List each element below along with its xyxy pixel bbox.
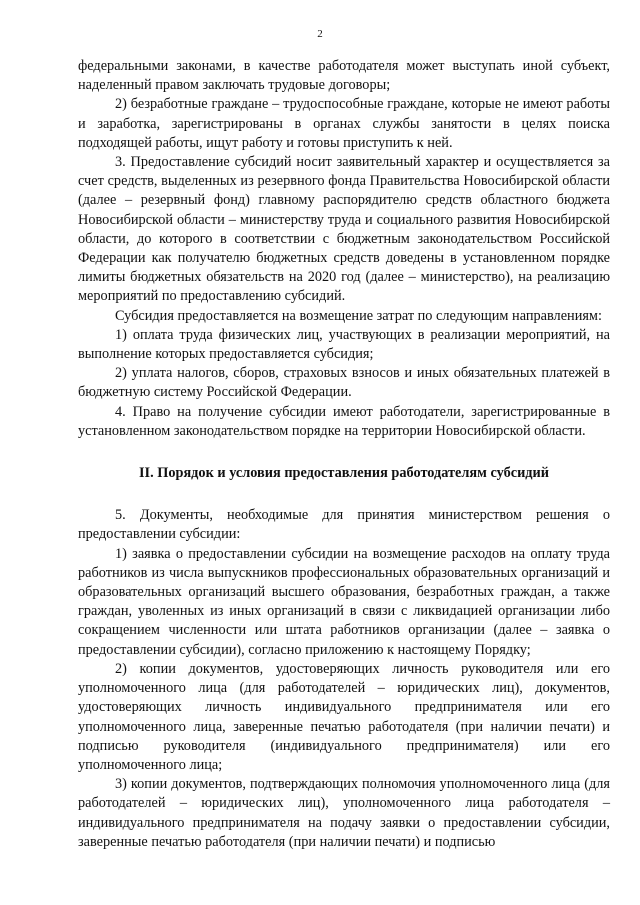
spacer [78, 483, 610, 506]
section-heading: II. Порядок и условия предоставления работодателям субсидий [138, 465, 550, 482]
paragraph-subsidy-directions: Субсидия предоставляется на возмещение затрат по следующим направлениям: [115, 307, 602, 324]
paragraph-clause-5: 5. Документы, необходимые для принятия министерством решения о предоставлении субсидии: [78, 507, 610, 543]
page-number: 2 [317, 28, 323, 40]
document-body [78, 57, 610, 852]
paragraph-unemployed-definition: 2) безработные граждане – трудоспособные граждане, которые не имеют работы и заработка, зарегистрированы в органах службы занятости в целях поиска подходящей работы, ищут работу и готовы приступить к ней. [78, 96, 610, 151]
paragraph-document-1: 1) заявка о предоставлении субсидии на возмещение расходов на оплату труда работников из числа выпускников профессиональных образовательных организаций и образовательных организаций высшего образования, безработных граждан, а также граждан, уволенных из иных организаций в связи с ликвидацией организации либо сокращением численности или штата работников организации (далее – заявка о предоставлении субсидии), согласно приложению к настоящему Порядку; [78, 545, 610, 658]
paragraph-document-3: 3) копии документов, подтверждающих полномочия уполномоченного лица (для работодателей – юридических лиц), уполномоченного лица работодателя – индивидуального предпринимателя на подачу заявки о предоставлении субсидии, заверенные печатью работодателя (при наличии печати) и подписью [78, 776, 610, 850]
paragraph-document-2: 2) копии документов, удостоверяющих личность руководителя или его уполномоченного лица (для работодателей – юридических лиц), документов, удостоверяющих личность индивидуального предпринимателя или его уполномоченного лица, заверенные печатью работодателя (при наличии печати) и подписью руководителя (индивидуального предпринимателя) или его уполномоченного лица; [78, 660, 610, 773]
spacer [78, 441, 610, 464]
paragraph-clause-3: 3. Предоставление субсидий носит заявительный характер и осуществляется за счет средств, выделенных из резервного фонда Правительства Новосибирской области (далее – резервный фонд) главному распорядителю средств областного бюджета Новосибирской области – министерству труда и социального развития Новосибирской области, до которого в соответствии с бюджетным законодательством Российской Федерации как получателю бюджетных средств доведены в установленном порядке лимиты бюджетных обязательств на 2020 год (далее – министерство), на реализацию мероприятий по предоставлению субсидий. [78, 154, 610, 305]
paragraph-direction-2: 2) уплата налогов, сборов, страховых взносов и иных обязательных платежей в бюджетную систему Российской Федерации. [78, 365, 610, 401]
paragraph-clause-4: 4. Право на получение субсидии имеют работодатели, зарегистрированные в установленном законодательством порядке на территории Новосибирской области. [78, 403, 610, 439]
paragraph-direction-1: 1) оплата труда физических лиц, участвующих в реализации мероприятий, на выполнение которых предоставляется субсидия; [78, 326, 610, 363]
paragraph-continued: федеральными законами, в качестве работодателя может выступать иной субъект, наделенный правом заключать трудовые договоры; [78, 58, 610, 94]
